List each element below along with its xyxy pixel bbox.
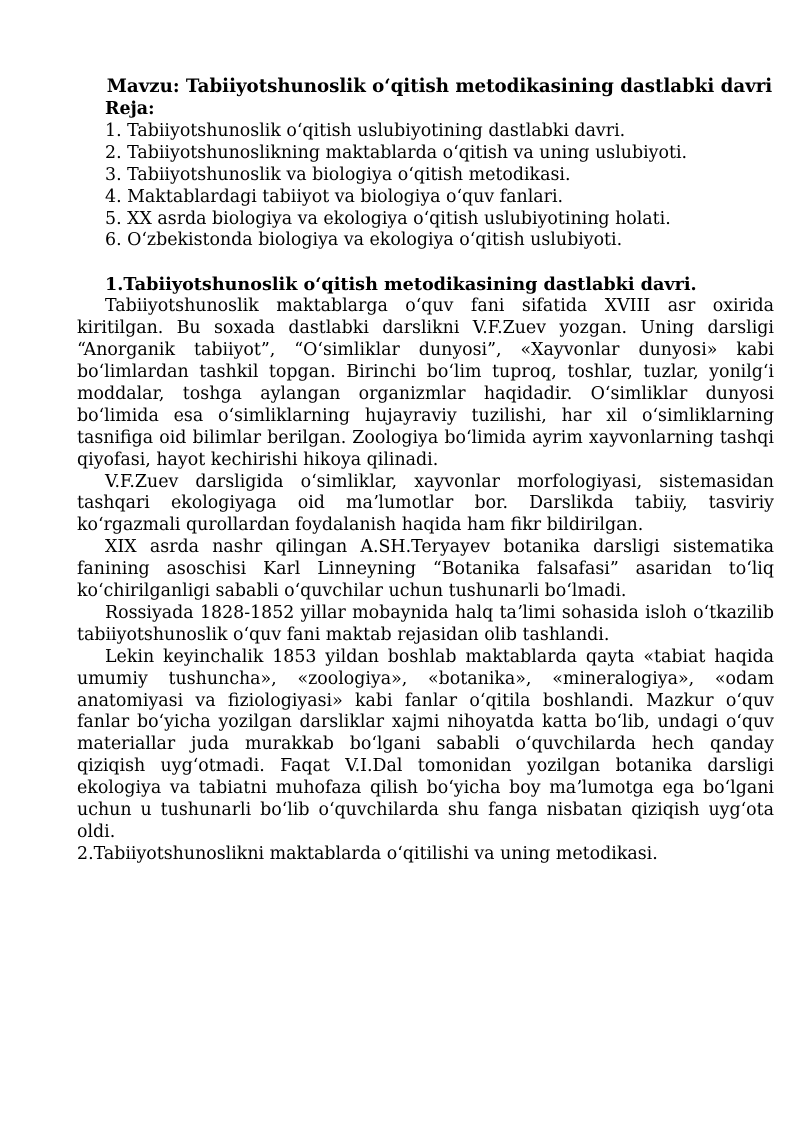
plan-item: 3. Tabiiyotshunoslik va biologiya oʻqitish metodikasi.: [105, 164, 571, 185]
plan-label: Reja:: [105, 99, 155, 119]
section-heading: 1.Tabiiyotshunoslik oʻqitish metodikasining dastlabki davri.: [105, 274, 697, 296]
body-paragraph: Rossiyada 1828-1852 yillar mobaynida halq taʼlimi sohasida isloh oʻtkazilib tabiiyotshunoslik oʻquv fani maktab rejasidan olib tashlandi.: [77, 602, 774, 645]
body-paragraph: Lekin keyinchalik 1853 yildan boshlab maktablarda qayta «tabiat haqida umumiy tushuncha», «zoologiya», «botanika», «mineralogiya», «odam anatomiyasi va fiziologiyasi» kabi fanlar oʻqitila boshlandi. Mazkur oʻquv fanlar boʻyicha yozilgan darsliklar xajmi nihoyatda katta boʻlib, undagi oʻquv materiallar juda murakkab boʻlgani sababli oʻquvchilarda hech qanday qiziqish uygʻotmadi. Faqat V.I.Dal tomonidan yozilgan botanika darsligi ekologiya va tabiatni muhofaza qilish boʻyicha boy maʼlumotga ega boʻlgani uchun u tushunarli boʻlib oʻquvchilarda shu fanga nisbatan qiziqish uygʻota oldi.: [77, 646, 774, 842]
body-paragraph: XIX asrda nashr qilingan A.SH.Teryayev botanika darsligi sistematika fanining asoschisi Karl Linneyning “Botanika falsafasi” asaridan toʻliq koʻchirilganligi sababli oʻquvchilar uchun tushunarli boʻlmadi.: [77, 537, 774, 602]
plan-item: 6. Oʻzbekistonda biologiya va ekologiya oʻqitish uslubiyoti.: [105, 230, 623, 251]
plan-item: 5. XX asrda biologiya va ekologiya oʻqitish uslubiyotining holati.: [105, 208, 671, 229]
document-page: [77, 76, 774, 866]
body-paragraph: Tabiiyotshunoslik maktablarga oʻquv fani sifatida XVIII asr oxirida kiritilgan. Bu soxada dastlabki darslikni V.F.Zuev yozgan. Uning darsligi “Anorganik tabiiyot”, “Oʻsimliklar dunyosi”, «Xayvonlar dunyosi» kabi boʻlimlardan tashkil topgan. Birinchi boʻlim tuproq, toshlar, tuzlar, yonilgʻi moddalar, toshga aylangan organizmlar haqidadir. Oʻsimliklar dunyosi boʻlimida esa oʻsimliklarning hujayraviy tuzilishi, har xil oʻsimliklarning tasnifiga oid bilimlar berilgan. Zoologiya boʻlimida ayrim xayvonlarning tashqi qiyofasi, hayot kechirishi hikoya qilinadi.: [77, 296, 774, 470]
plan-item: 1. Tabiiyotshunoslik oʻqitish uslubiyotining dastlabki davri.: [105, 120, 626, 141]
section-heading: 2.Tabiiyotshunoslikni maktablarda oʻqitilishi va uning metodikasi.: [77, 843, 658, 864]
plan-list: [77, 121, 774, 252]
blank-line: [77, 252, 774, 274]
document-title: Mavzu: Tabiiyotshunoslik oʻqitish metodikasining dastlabki davri: [106, 76, 773, 97]
plan-item: 4. Maktablardagi tabiiyot va biologiya oʻquv fanlari.: [105, 186, 564, 207]
plan-item: 2. Tabiiyotshunoslikning maktablarda oʻqitish va uning uslubiyoti.: [105, 142, 688, 163]
body-paragraph: V.F.Zuev darsligida oʻsimliklar, xayvonlar morfologiyasi, sistemasidan tashqari ekologiyaga oid maʼlumotlar bor. Darslikda tabiiy, tasviriy koʻrgazmali qurollardan foydalanish haqida ham fikr bildirilgan.: [77, 471, 774, 536]
